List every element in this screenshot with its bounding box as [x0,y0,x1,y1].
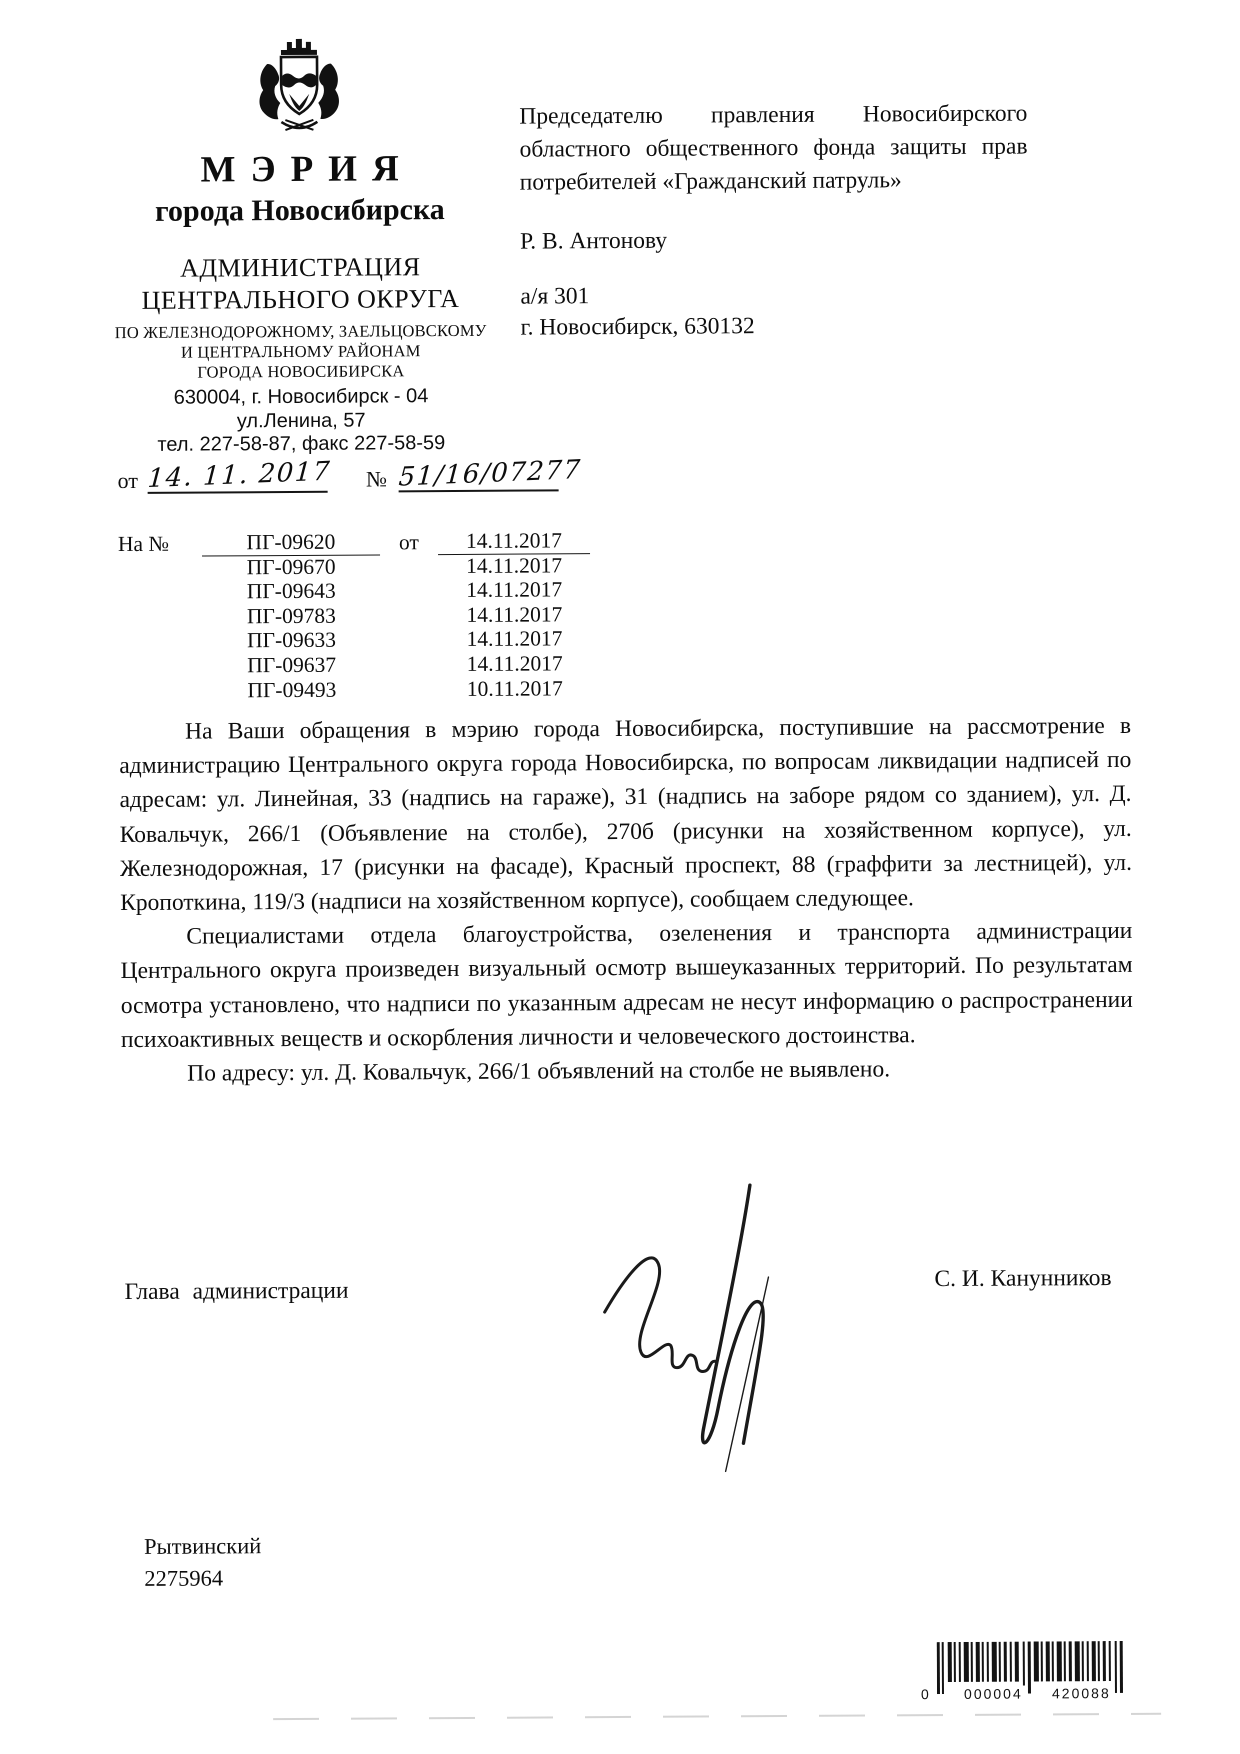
incoming-ref-number: ПГ-09633 [247,628,337,653]
executor-block [144,1530,262,1595]
address-line-3: тел. 227-58-87, факс 227-58-59 [157,432,446,456]
department-districts [105,321,497,383]
department-line-1: АДМИНИСТРАЦИЯ [179,252,421,283]
incoming-ref-date: 14.11.2017 [466,577,563,603]
incoming-ref-date: 10.11.2017 [466,675,563,701]
incoming-ref-number: ПГ-09493 [247,677,337,702]
scan-artifact-line [273,1713,1161,1720]
incoming-ref-date: 14.11.2017 [438,528,590,555]
incoming-ref-number: ПГ-09670 [246,554,336,579]
org-title-city: города Новосибирска [154,193,445,228]
incoming-ref-row [118,627,590,654]
incoming-ref-row [118,577,590,604]
body-paragraph-1: На Ваши обращения в мэрию города Новосибирска, поступившие на рассмотрение в администрацию Центрального округа города Новосибирска, по вопросам ликвидации надписей по адресам: ул. Линейная, 33 (надпись на гараже), 31 (надпись на заборе рядом со зданием), ул. Д. Ковальчук, 266/1 (Объявление на столбе), 270б (рисунки на хозяйственном корпусе), ул. Железнодорожная, 17 (рисунки на фасаде), Красный проспект, 88 (граффити за лестницей), ул. Кропоткина, 119/3 (надписи на хозяйственном корпусе), сообщаем следующее. [119,712,1133,917]
outgoing-date-handwritten: 14. 11. 2017 [146,456,333,495]
outgoing-number-label: № [365,466,387,492]
incoming-ref-number: ПГ-09783 [246,603,336,629]
incoming-ref-number: ПГ-09620 [202,529,380,556]
address-line-2: ул.Ленина, 57 [236,409,366,432]
outgoing-number-handwritten: 51/16/07277 [397,454,583,493]
incoming-ref-row [118,602,590,629]
body-paragraph-3: По адресу: ул. Д. Ковальчук, 266/1 объявлений на столбе не выявлено. [187,1056,891,1087]
recipient-position: Председателю правления Новосибирского областного общественного фонда защиты прав потребителей «Гражданский патруль» [519,100,1028,196]
incoming-ref-row: На № ПГ-09620 от 14.11.2017 [118,528,590,555]
barcode-digits [921,1685,1129,1702]
incoming-ref-row [119,676,591,703]
department-title [104,251,496,317]
novosibirsk-coat-of-arms-icon [251,36,348,141]
barcode-left-digit: 0 [920,1686,931,1703]
signer-position: Глава администрации [124,1277,349,1306]
districts-line-1: ПО ЖЕЛЕЗНОДОРОЖНОМУ, ЗАЕЛЬЦОВСКОМУ [114,320,487,343]
executor-phone: 2275964 [144,1565,224,1591]
incoming-ref-row [118,553,590,580]
incoming-ref-date: 14.11.2017 [466,602,563,627]
registration-barcode [921,1641,1129,1704]
letterhead [103,35,498,458]
address-line-1: 630004, г. Новосибирск - 04 [173,385,429,409]
incoming-refs-table [118,528,591,703]
outgoing-ref-line [117,454,583,495]
recipient-name: Р. В. Антонову [520,227,668,255]
incoming-ref-date: 14.11.2017 [466,651,563,676]
body-paragraph-2: Специалистами отдела благоустройства, озеленения и транспорта администрации Центрального округа произведен визуальный осмотр вышеуказанных территорий. По результатам осмотра установлено, что надписи по указанным адресам не несут информацию о распространении психоактивных веществ и оскорбления личности и человеческого достоинства. [120,918,1133,1053]
barcode-group-1: 000004 [961,1686,1026,1702]
letter-body [119,709,1133,1091]
districts-line-2: И ЦЕНТРАЛЬНОМУ РАЙОНАМ [180,341,421,362]
incoming-ref-date: 14.11.2017 [466,552,563,578]
department-line-2: ЦЕНТРАЛЬНОГО ОКРУГА [141,283,460,315]
barcode-group-2: 420088 [1049,1685,1114,1701]
recipient-city: г. Новосибирск, 630132 [520,313,755,341]
org-title-mayoralty: МЭРИЯ [200,148,414,191]
postal-address [105,385,497,458]
incoming-ref-number: ПГ-09637 [247,652,337,678]
recipient-block [519,97,1028,341]
executor-name: Рытвинский [144,1533,262,1559]
outgoing-from-label: от [117,467,138,494]
recipient-po-box: а/я 301 [520,283,590,310]
districts-line-3: ГОРОДА НОВОСИБИРСКА [197,361,405,382]
handwritten-signature [592,1179,834,1480]
incoming-ref-number: ПГ-09643 [246,578,336,604]
incoming-ref-row [119,651,591,678]
incoming-ref-date: 14.11.2017 [466,626,563,652]
signer-name: С. И. Канунников [934,1265,1112,1293]
